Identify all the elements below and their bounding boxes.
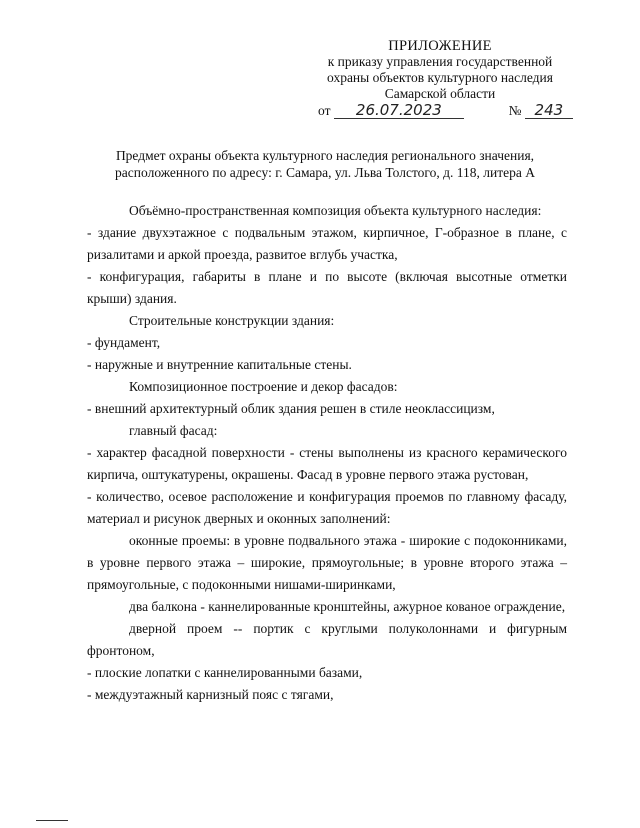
list-item: - конфигурация, габариты в плане и по высоте (включая высотные отметки крыши) здания.: [87, 269, 567, 306]
list-item: - наружные и внутренние капитальные стены.: [87, 357, 352, 372]
subject-line: расположенного по адресу: г. Самара, ул. Льва Толстого, д. 118, литера А: [115, 165, 535, 180]
paragraph: два балкона - каннелированные кронштейны, ажурное кованое ограждение,: [129, 599, 566, 614]
footer-line: [36, 820, 68, 821]
document-body: [87, 200, 567, 706]
document-subject: [70, 147, 580, 181]
from-label: от: [318, 103, 331, 118]
list-item: - междуэтажный карнизный пояс с тягами,: [87, 687, 334, 702]
section-heading: Композиционное построение и декор фасадов:: [129, 379, 398, 394]
paragraph: дверной проем -- портик с круглыми полуколоннами и фигурным фронтоном,: [87, 621, 567, 658]
section-heading: главный фасад:: [129, 423, 218, 438]
paragraph: оконные проемы: в уровне подвального этажа - широкие с подоконниками, в уровне первого этажа – широкие, прямоугольные; в уровне второго этажа – прямоугольные, с подоконными нишами-ширинками,: [87, 533, 567, 592]
list-item: - внешний архитектурный облик здания решен в стиле неоклассицизм,: [87, 401, 495, 416]
list-item: - количество, осевое расположение и конфигурация проемов по главному фасаду, материал и рисунок дверных и оконных заполнений:: [87, 489, 567, 526]
appendix-line: к приказу управления государственной: [327, 54, 553, 69]
appendix-line: охраны объектов культурного наследия: [327, 70, 553, 85]
list-item: - здание двухэтажное с подвальным этажом, кирпичное, Г-образное в плане, с ризалитами и аркой проезда, развитое вглубь участка,: [87, 225, 567, 262]
number-label: №: [508, 103, 522, 118]
order-date-line: [318, 102, 598, 120]
subject-line: Предмет охраны объекта культурного наследия регионального значения,: [115, 148, 535, 163]
appendix-heading: ПРИЛОЖЕНИЕ: [388, 38, 492, 54]
list-item: - характер фасадной поверхности - стены выполнены из красного керамического кирпича, оштукатурены, окрашены. Фасад в уровне первого этажа рустован,: [87, 445, 567, 482]
section-heading: Объёмно-пространственная композиция объекта культурного наследия:: [129, 203, 542, 218]
order-number: 243: [525, 103, 573, 119]
appendix-line: Самарской области: [384, 86, 496, 101]
list-item: - плоские лопатки с каннелированными базами,: [87, 665, 363, 680]
order-date: 26.07.2023: [334, 103, 464, 119]
appendix-block: [300, 38, 580, 102]
section-heading: Строительные конструкции здания:: [129, 313, 335, 328]
list-item: - фундамент,: [87, 335, 161, 350]
